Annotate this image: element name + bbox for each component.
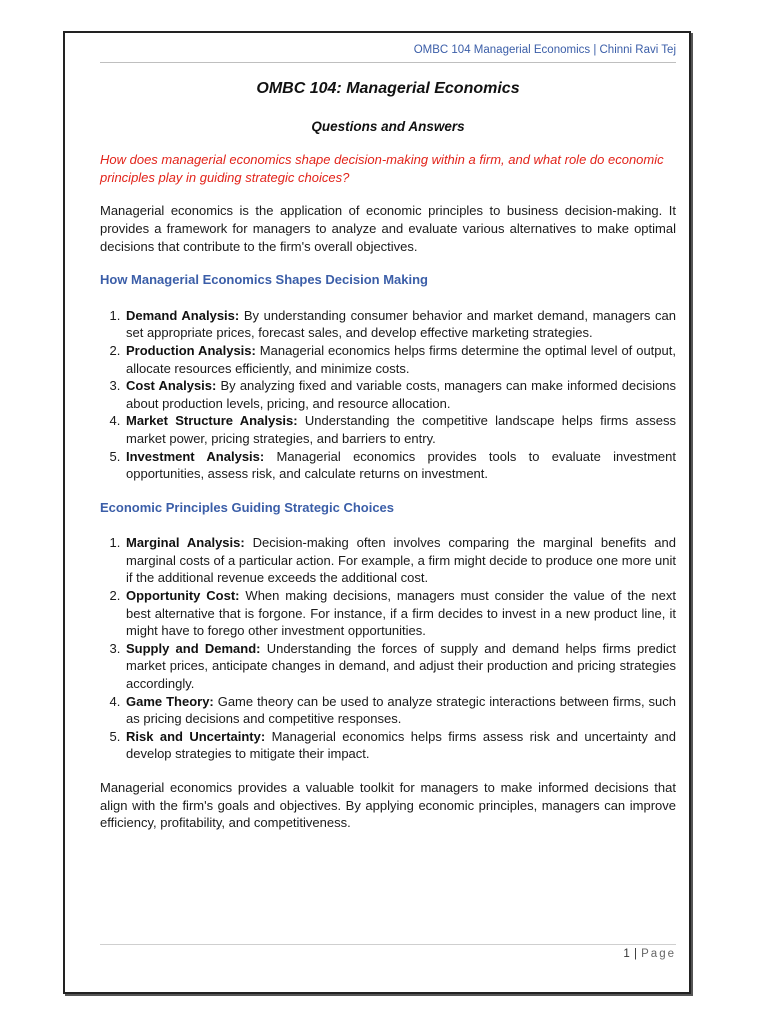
list-item-text: Managerial economics helps firms determine the optimal level of output, allocate resources efficiently, and minimize costs. [126,342,676,376]
page-label: Page [641,948,676,960]
list-item-term: Risk and Uncertainty: [126,728,266,744]
list-item-term: Cost Analysis: [126,378,217,394]
running-header: OMBC 104 Managerial Economics | Chinni Ravi Tej [413,44,676,56]
list-item [124,307,676,342]
list-item [124,640,676,693]
list-item [124,342,676,377]
list-item-text: Understanding the competitive landscape helps firms assess market power, pricing strategies, and barriers to entry. [126,413,676,446]
list-item-term: Demand Analysis: [126,307,240,323]
list-item [124,534,676,587]
document-body [100,78,676,832]
section-heading-strategic-choices: Economic Principles Guiding Strategic Choices [100,499,395,515]
list-item [124,587,676,640]
document-title: OMBC 104: Managerial Economics [256,80,520,97]
list-item [124,412,676,447]
page-footer [623,948,676,960]
question-text: How does managerial economics shape decision-making within a firm, and what role do economic principles play in guiding strategic choices? [100,152,664,185]
strategic-choices-list [100,534,676,763]
list-item-text: When making decisions, managers must consider the value of the next best alternative that is forgone. For instance, if a firm decides to invest in a new product line, it might have to forego other investment opportunities. [126,588,676,639]
conclusion-paragraph: Managerial economics provides a valuable toolkit for managers to make informed decisions that align with the firm's goals and objectives. By applying economic principles, managers can improve efficiency, profitability, and competitiveness. [100,780,676,831]
list-item [124,448,676,483]
list-item [124,377,676,412]
list-item-term: Supply and Demand: [126,640,261,656]
list-item-term: Marginal Analysis: [126,535,245,551]
section-heading-decision-making: How Managerial Economics Shapes Decision Making [100,272,428,288]
list-item-term: Game Theory: [126,693,214,709]
list-item [124,693,676,728]
header-divider [100,62,676,63]
list-item [124,728,676,763]
document-subtitle: Questions and Answers [311,118,465,134]
list-item-text: By understanding consumer behavior and market demand, managers can set appropriate prices, forecast sales, and develop effective marketing strategies. [126,307,676,341]
page-number: 1 [623,948,631,960]
list-item-text: Understanding the forces of supply and demand helps firms predict market prices, anticipate changes in demand, and adjust their production and pricing strategies accordingly. [126,640,676,692]
list-item-term: Market Structure Analysis: [126,413,298,429]
list-item-text: Managerial economics helps firms assess risk and uncertainty and develop strategies to mitigate their impact. [126,728,676,762]
list-item-text: By analyzing fixed and variable costs, managers can make informed decisions about production levels, pricing, and resource allocation. [126,378,676,411]
list-item-term: Production Analysis: [126,342,256,358]
list-item-text: Game theory can be used to analyze strategic interactions between firms, such as pricing decisions and competitive responses. [126,693,676,727]
decision-making-list [100,307,676,483]
intro-paragraph: Managerial economics is the application of economic principles to business decision-making. It provides a framework for managers to analyze and evaluate various alternatives to make optimal decisions that contribute to the firm's overall objectives. [100,203,676,254]
footer-divider [100,944,676,945]
list-item-text: Decision-making often involves comparing the marginal benefits and marginal costs of a particular action. For example, a firm might decide to produce one more unit if the additional revenue exceeds the additional cost. [126,535,676,586]
footer-separator: | [633,948,638,960]
list-item-term: Opportunity Cost: [126,588,240,604]
list-item-term: Investment Analysis: [126,448,265,464]
list-item-text: Managerial economics provides tools to evaluate investment opportunities, assess risk, and calculate returns on investment. [126,448,676,482]
